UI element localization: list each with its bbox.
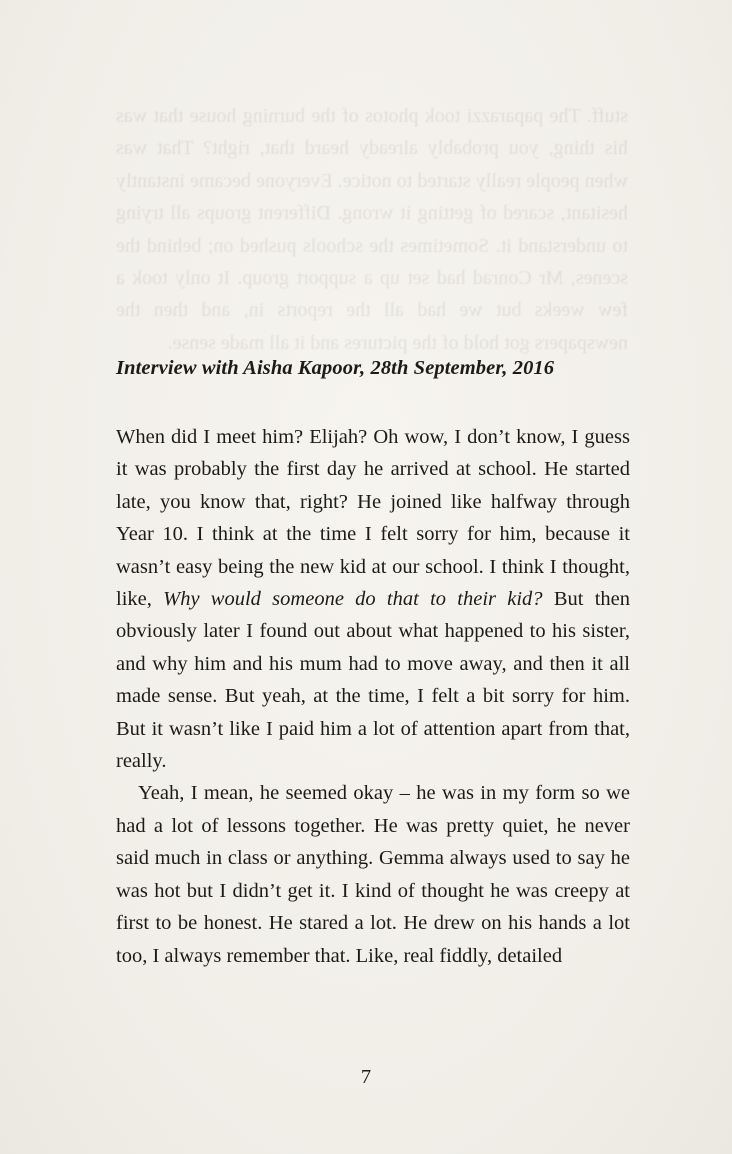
interview-body [116,421,630,972]
show-through-text: stuff. The paparazzi took photos of the burning house that was his thing, you probably already heard that, right? That was when people really started to notice. Everyone became instantly hesitant, scared of getting it wrong. Different groups all trying to understand it. Sometimes the schools pushed on; behind the scenes, Mr Conrad had set up a support group. It only took a few weeks but we had all the reports in, and then the newspapers got hold of the pictures and it all made sense. [116,105,628,354]
paragraph-1 [116,421,630,777]
paragraph-2: Yeah, I mean, he seemed okay – he was in my form so we had a lot of lessons together. He was pretty quiet, he never said much in class or anything. Gemma always used to say he was hot but I didn’t get it. I kind of thought he was creepy at first to be honest. He stared a lot. He drew on his hands a lot too, I always remember that. Like, real fiddly, detailed [116,782,630,967]
page-number: 7 [360,1066,372,1088]
interview-heading: Interview with Aisha Kapoor, 28th September, 2016 [116,357,555,379]
paragraph-1-italic: Why would someone do that to their kid? [163,588,543,611]
paragraph-1-start: When did I meet him? Elijah? Oh wow, I don’t know, I guess it was probably the first day he arrived at school. He started late, you know that, right? He joined like halfway through Year 10. I think at the time I felt sorry for him, because it wasn’t easy being the new kid at our school. I think I thought, like, [116,426,630,611]
paragraph-1-end: But then obviously later I found out about what happened to his sister, and why him and his mum had to move away, and then it all made sense. But yeah, at the time, I felt a bit sorry for him. But it wasn’t like I paid him a lot of attention apart from that, really. [116,588,630,773]
